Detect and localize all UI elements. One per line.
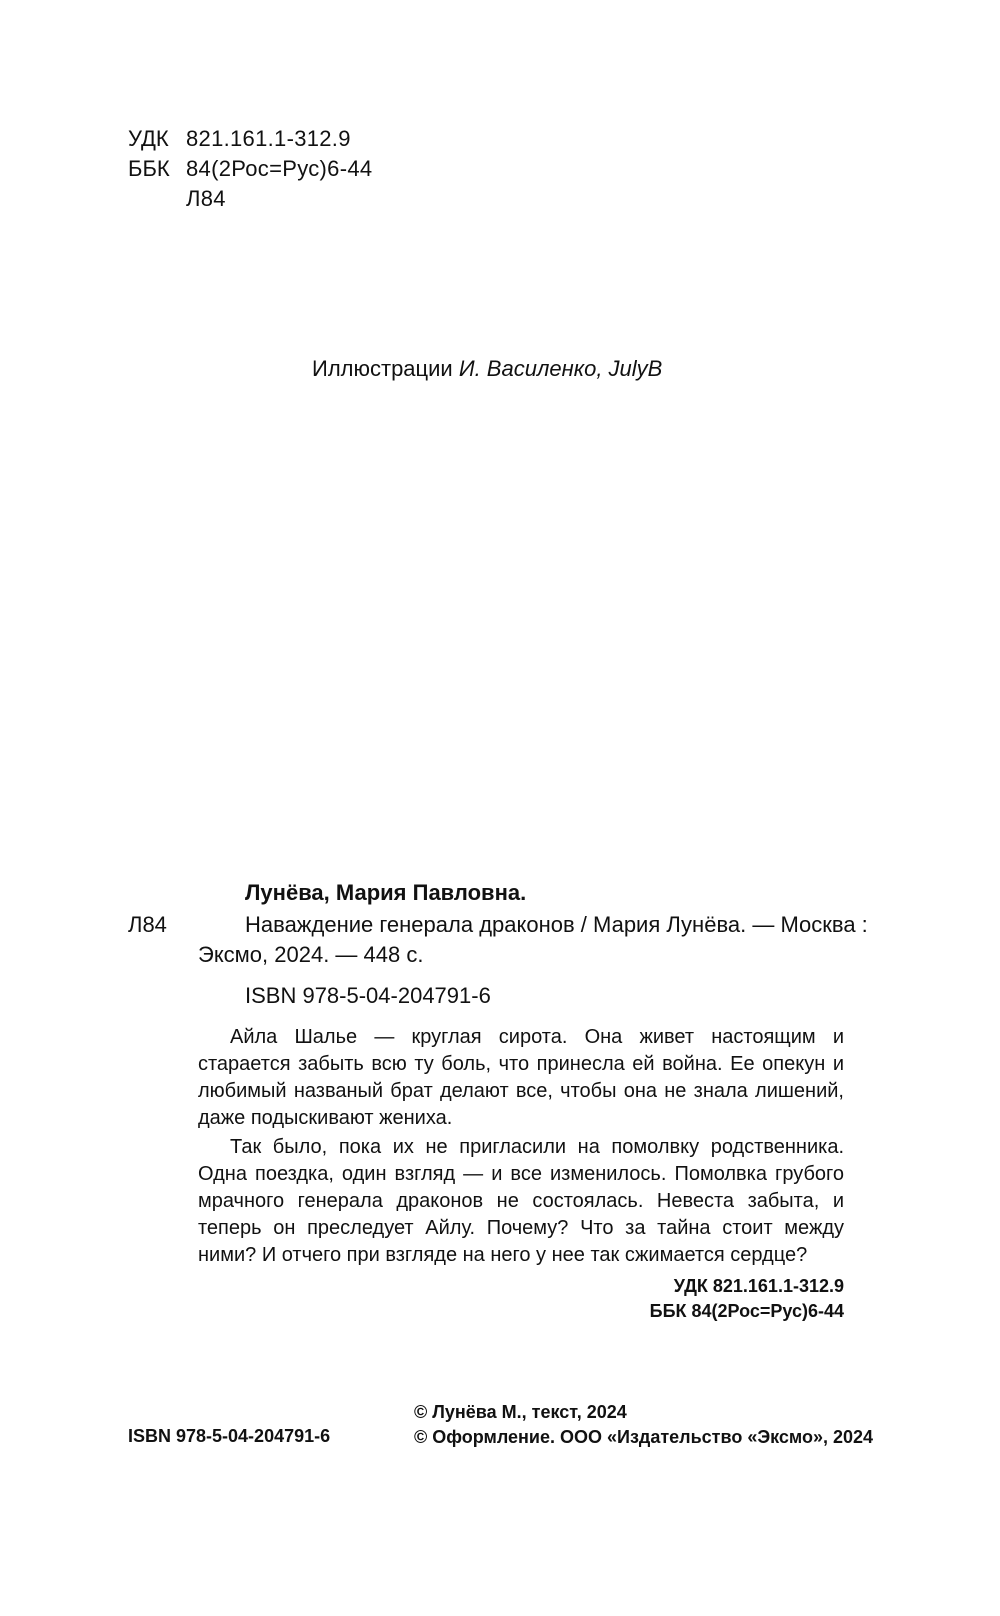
illustrations-prefix: Иллюстрации [312, 356, 453, 381]
bottom-bbk: ББК 84(2Рос=Рус)6-44 [649, 1301, 844, 1321]
author-sign-record: Л84 [128, 912, 167, 937]
title-line-1: Наваждение генерала драконов / Мария Лунёва. — Москва : [245, 912, 868, 937]
udk-value: 821.161.1-312.9 [186, 126, 351, 151]
copyright-block [414, 1400, 873, 1450]
illustrations-credit [312, 356, 662, 382]
author-sign-row [128, 184, 372, 214]
annotation-paragraph: Так было, пока их не пригласили на помолвку родственника. Одна поездка, один взгляд — и все изменилось. Помолвка грубого мрачного генерала драконов не состоялась. Невеста забыта, и теперь он преследует Айлу. Почему? Что за тайна стоит между ними? И отчего при взгляде на него у нее так сжимается сердце? [198, 1136, 844, 1266]
copyright-text: © Лунёва М., текст, 2024 [414, 1402, 627, 1422]
bbk-value: 84(2Рос=Рус)6-44 [186, 156, 373, 181]
bbk-label: ББК [128, 156, 170, 181]
author-sign-top: Л84 [186, 186, 226, 211]
author-heading: Лунёва, Мария Павловна. [245, 880, 527, 905]
illustrators-names: И. Василенко, JulyB [458, 356, 663, 381]
udk-label: УДК [128, 126, 169, 151]
udk-row [128, 124, 372, 154]
record-isbn: ISBN 978-5-04-204791-6 [245, 983, 491, 1008]
bbk-row [128, 154, 372, 184]
classification-block [128, 124, 372, 214]
bottom-udk: УДК 821.161.1-312.9 [673, 1276, 844, 1296]
title-line-2: Эксмо, 2024. — 448 с. [198, 942, 424, 967]
copyright-design: © Оформление. ООО «Издательство «Эксмо», 2024 [414, 1427, 874, 1447]
bottom-classification [650, 1274, 844, 1324]
annotation [198, 1024, 844, 1269]
annotation-paragraph: Айла Шалье — круглая сирота. Она живет настоящим и старается забыть всю ту боль, что принесла ей война. Ее опекун и любимый названый брат делают все, чтобы она не знала лишений, даже подыскивают жениха. [198, 1026, 844, 1129]
footer-isbn: ISBN 978-5-04-204791-6 [128, 1426, 331, 1446]
